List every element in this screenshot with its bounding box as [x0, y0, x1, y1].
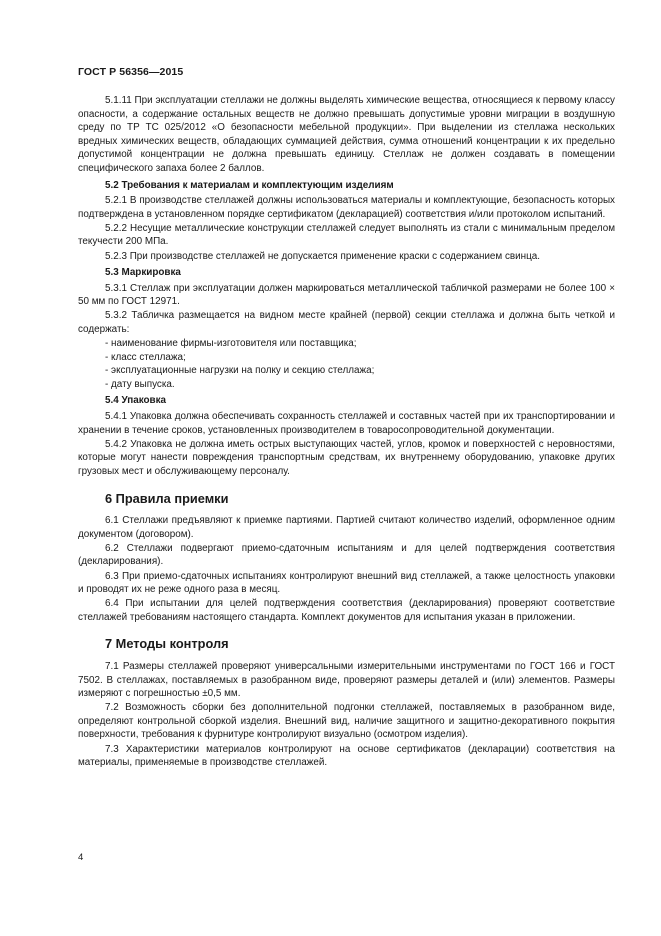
- paragraph-6-1: 6.1 Стеллажи предъявляют к приемке партиями. Партией считают количество изделий, оформленное одним документом (договором).: [78, 515, 615, 540]
- section-heading-5-2: 5.2 Требования к материалам и комплектующим изделиям: [105, 179, 394, 191]
- chapter-heading-6: 6 Правила приемки: [105, 490, 229, 506]
- paragraph-5-1-11: 5.1.11 При эксплуатации стеллажи не должны выделять химические вещества, относящиеся к первому классу опасности, а содержание остальных веществ не должно превышать допустимые уровни миграции в воздушную среду по ТР ТС 025/2012 «О безопасности мебельной продукции». При выделении из стеллажа нескольких вредных химических веществ, обладающих суммацией действия, сумма отношений концентрации к их предельно допустимой концентрации не должна превышать единицу. Стеллаж не должен создавать в помещении специфического запаха более 2 баллов.: [78, 95, 615, 174]
- list-item: - дату выпуска.: [105, 378, 175, 390]
- list-item: - класс стеллажа;: [105, 351, 186, 363]
- paragraph-7-3: 7.3 Характеристики материалов контролируют на основе сертификатов (декларации) соответствия на материалы, применяемые в производстве стеллажей.: [78, 743, 615, 769]
- page-number: 4: [78, 852, 84, 863]
- paragraph-5-4-2: 5.4.2 Упаковка не должна иметь острых выступающих частей, углов, кромок и поверхностей с неровностями, которые могут нанести повреждения транспортным средствам, их внутреннему оборудованию, упаковке других грузовых мест и обслуживающему персоналу.: [78, 438, 615, 477]
- paragraph-5-2-3: 5.2.3 При производстве стеллажей не допускается применение краски с содержанием свинца.: [105, 250, 541, 262]
- paragraph-6-4: 6.4 При испытании для целей подтверждения соответствия (декларирования) проверяют соответствие стеллажей требованиям настоящего стандарта. Комплект документов для испытания указан в приложении.: [78, 598, 615, 623]
- document-body: [78, 94, 615, 770]
- paragraph-5-4-1: 5.4.1 Упаковка должна обеспечивать сохранность стеллажей и составных частей при их транспортировании и хранении в течение сроков, установленных производителем в товаросопроводительной документации.: [78, 411, 615, 436]
- paragraph-5-3-2: 5.3.2 Табличка размещается на видном месте крайней (первой) секции стеллажа и должна быть четкой и содержать:: [78, 310, 615, 335]
- paragraph-5-2-1: 5.2.1 В производстве стеллажей должны использоваться материалы и комплектующие, безопасность которых подтверждена в установленном порядке сертификатом (декларацией) соответствия и/или протоколом испытаний.: [78, 195, 615, 220]
- document-header: ГОСТ Р 56356—2015: [78, 66, 184, 78]
- paragraph-6-2: 6.2 Стеллажи подвергают приемо-сдаточным испытаниям и для целей подтверждения соответствия (декларирования).: [78, 542, 615, 568]
- list-item: - эксплуатационные нагрузки на полку и секцию стеллажа;: [105, 365, 375, 377]
- section-heading-5-3: 5.3 Маркировка: [105, 267, 181, 279]
- paragraph-5-3-1: 5.3.1 Стеллаж при эксплуатации должен маркироваться металлической табличкой размерами не более 100 × 50 мм по ГОСТ 12971.: [78, 282, 615, 308]
- paragraph-5-2-2: 5.2.2 Несущие металлические конструкции стеллажей следует выполнять из стали с минимальным пределом текучести 200 МПа.: [78, 222, 615, 248]
- paragraph-7-1: 7.1 Размеры стеллажей проверяют универсальными измерительными инструментами по ГОСТ 166 и ГОСТ 7502. В стеллажах, поставляемых в разобранном виде, проверяют размеры деталей и (или) элементов. Размеры измеряют с погрешностью ±0,5 мм.: [78, 660, 615, 700]
- paragraph-7-2: 7.2 Возможность сборки без дополнительной подгонки стеллажей, поставляемых в разобранном виде, определяют контрольной сборкой изделия. Внешний вид, наличие защитного и защитно-декоративного покрытия поверхности, требования к фурнитуре контролируют визуально (осмотром изделия).: [78, 702, 615, 741]
- paragraph-6-3: 6.3 При приемо-сдаточных испытаниях контролируют внешний вид стеллажей, а также целостность упаковки и проводят их не реже одного раза в месяц.: [78, 570, 615, 596]
- list-item: - наименование фирмы-изготовителя или поставщика;: [105, 338, 357, 350]
- chapter-heading-7: 7 Методы контроля: [105, 636, 229, 652]
- section-heading-5-4: 5.4 Упаковка: [105, 395, 167, 407]
